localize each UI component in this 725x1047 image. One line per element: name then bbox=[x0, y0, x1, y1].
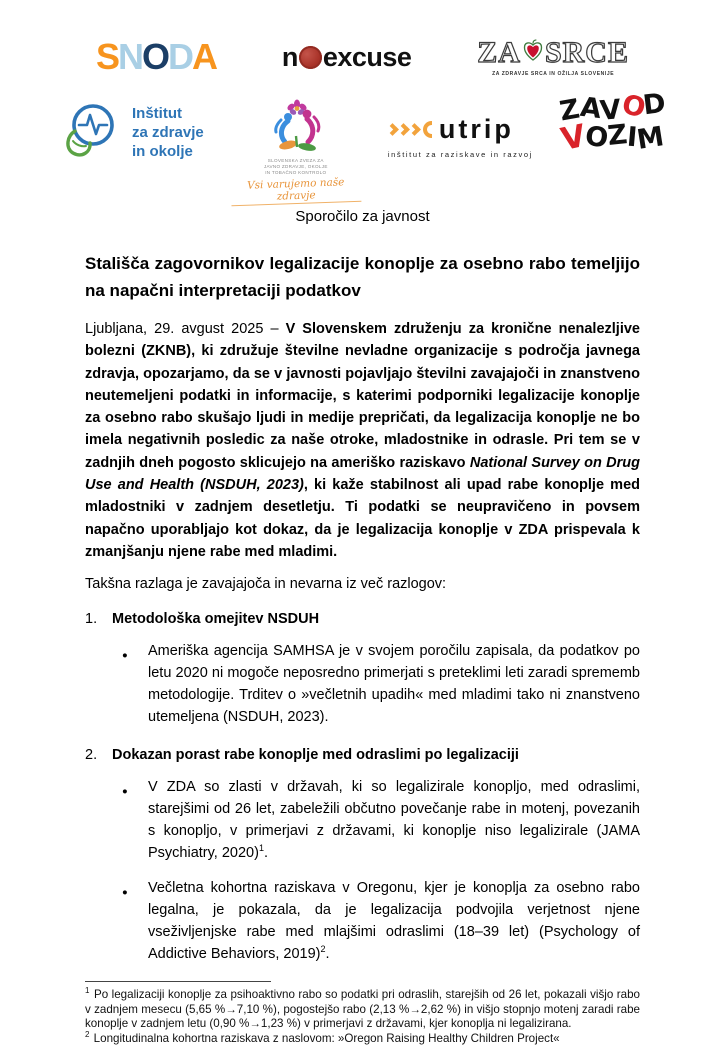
vozim-letter: I bbox=[626, 121, 639, 154]
vozim-letter: D bbox=[641, 87, 668, 122]
lead-paragraph bbox=[85, 318, 640, 563]
szotk-name-line: JAVNO ZDRAVJE, OKOLJE bbox=[263, 163, 328, 169]
bullet-marker: ● bbox=[122, 786, 128, 798]
vozim-letter: V bbox=[557, 117, 589, 158]
triple-chevron-icon bbox=[388, 121, 432, 138]
section-number: 1. bbox=[85, 611, 98, 628]
bullet-body: V ZDA so zlasti v državah, ki so legalizirale konopljo, med odraslimi, starejšimi od 26 let, zabeležili občutno povečanje rabe in motenj, povezanih s konopljo, v primerjavi z državami, ki konoplje niso legalizirale (JAMA Psychiatry, 2020) bbox=[148, 779, 640, 862]
szotk-name bbox=[231, 158, 361, 176]
bullet-text bbox=[148, 776, 640, 864]
vozim-letter: O bbox=[582, 120, 610, 155]
izo-wordmark bbox=[132, 105, 204, 161]
globe-icon bbox=[299, 46, 322, 69]
document-body bbox=[0, 208, 725, 1047]
bullet-marker: ● bbox=[122, 887, 128, 899]
izo-line: in okolje bbox=[132, 142, 193, 160]
zasrce-word: ZA bbox=[477, 35, 521, 69]
zasrce-tagline: ZA ZDRAVJE SRCA IN OŽILJA SLOVENIJE bbox=[492, 70, 615, 77]
flower-people-icon bbox=[257, 139, 335, 156]
section-heading: Dokazan porast rabe konoplje med odraslimi po legalizaciji bbox=[112, 747, 519, 764]
footnote-marker: 2 bbox=[85, 1030, 90, 1040]
zavod-vozim-logo bbox=[557, 87, 668, 158]
zasrce-wordmark bbox=[477, 35, 629, 69]
noexcuse-text: excuse bbox=[322, 41, 412, 72]
vozim-line2 bbox=[557, 117, 667, 158]
heart-apple-icon bbox=[523, 38, 543, 68]
intro-line: Takšna razlaga je zavajajoča in nevarna iz več razlogov: bbox=[85, 576, 447, 593]
vozim-letter: V bbox=[599, 94, 623, 127]
footnote-text: Longitudinalna kohortna raziskava z naslovom: »Oregon Raising Healthy Children Project« bbox=[90, 1032, 560, 1046]
utrip-name: utrip bbox=[438, 114, 514, 144]
bullet-tail: . bbox=[263, 845, 268, 862]
noexcuse-logo bbox=[282, 42, 412, 73]
szotk-name-line: SLOVENSKA ZVEZA ZA bbox=[267, 158, 324, 163]
bullet-marker: ● bbox=[122, 650, 128, 662]
footnote-separator bbox=[85, 981, 271, 982]
lead-bold-text: , ki kaže stabilnost ali upad rabe konoplje med mladostniki v zadnjem desetletju. Ti podatki se neupravičeno in povsem napačno uporabljajo kot dokaz, da je legalizacija konoplje v ZDA prispevala k zmanjšanju njene rabe med mladimi. bbox=[85, 477, 640, 560]
bullet-body: Večletna kohortna raziskava v Oregonu, kjer je konoplja za osebno rabo legalna, je pokazala, da je legalizacija podvojila verjetnost njene vseživljenjske rabe med mlajšimi odraslimi (18–39 let) (Psychology of Addictive Behaviors, 2019) bbox=[148, 880, 640, 963]
snoda-logo bbox=[96, 36, 217, 77]
snoda-letter: N bbox=[118, 36, 143, 77]
document-type-label: Sporočilo za javnost bbox=[295, 208, 430, 225]
zasrce-word: SRCE bbox=[544, 35, 629, 69]
izo-line: za zdravje bbox=[132, 124, 204, 142]
szotk-slogan: Vsi varujemo naše zdravje bbox=[230, 176, 361, 207]
logo-row-bottom bbox=[60, 87, 668, 203]
section-heading: Metodološka omejitev NSDUH bbox=[112, 611, 320, 628]
vozim-letter: O bbox=[619, 88, 649, 125]
logo-header bbox=[0, 0, 725, 203]
utrip-wordmark bbox=[388, 114, 533, 145]
vozim-letter: Z bbox=[557, 93, 582, 128]
vozim-letter: Z bbox=[605, 119, 629, 152]
zasrce-logo bbox=[477, 35, 629, 77]
bullet-point bbox=[122, 776, 640, 864]
footnote-marker: 1 bbox=[85, 986, 90, 996]
utrip-logo bbox=[388, 100, 533, 159]
numbered-section-1 bbox=[85, 611, 640, 627]
szotk-name-line: IN TOBAČNO KONTROLO bbox=[265, 169, 327, 175]
vozim-letter: A bbox=[578, 91, 603, 126]
bullet-body: Ameriška agencija SAMHSA je v svojem poročilu zapisala, da podatkov po letu 2020 ni mogoče neposredno primerjati s preteklimi leti zaradi sprememb metodologije. Trditev o »večletnih upadih« med mladimi tako ni znanstveno utemeljena (NSDUH, 2023). bbox=[148, 643, 640, 726]
logo-row-top bbox=[60, 26, 665, 88]
health-environment-icon bbox=[60, 100, 124, 167]
bullet-text bbox=[148, 877, 640, 965]
vozim-letter: M bbox=[635, 121, 667, 156]
page-title: Stališča zagovornikov legalizacije konoplje za osebno rabo temeljijo na napačni interpretaciji podatkov bbox=[85, 254, 640, 300]
bullet-point bbox=[122, 877, 640, 965]
study-name-italic: National Survey on Drug Use and Health (NSDUH, 2023) bbox=[85, 454, 640, 494]
bullet-text bbox=[148, 640, 640, 728]
szotk-logo bbox=[231, 100, 361, 204]
noexcuse-text: n bbox=[281, 41, 298, 72]
section-number: 2. bbox=[85, 747, 98, 764]
utrip-tagline: inštitut za raziskave in razvoj bbox=[387, 150, 533, 159]
snoda-letter: S bbox=[96, 36, 119, 77]
lead-bold-text: V Slovenskem združenju za kronične nenalezljive bolezni (ZKNB), ki združuje številne nevladne organizacije s področja javnega zdravja, opozarjamo, da se v javnosti pojavljajo številni zavajajoči in znanstveno neutemeljeni podatki in informacije, s katerimi podporniki legalizacije konoplje za osebno rabo skušajo ljudi in medije prepričati, da legalizacija konoplje ne bo imela negativnih posledic za naše otroke, mladostnike in odrasle. Pri tem se v zadnjih dneh pogosto sklicujejo na ameriško raziskavo bbox=[85, 321, 640, 471]
numbered-section-2 bbox=[85, 747, 640, 763]
footnote-ref: 1 bbox=[258, 843, 264, 854]
dateline: Ljubljana, 29. avgust 2025 – bbox=[85, 321, 286, 337]
footnote-1 bbox=[85, 988, 640, 1032]
izo-line: Inštitut bbox=[132, 105, 182, 123]
bullet-point bbox=[122, 640, 640, 728]
bullet-tail: . bbox=[325, 946, 330, 963]
footnote-2 bbox=[85, 1032, 640, 1047]
footnote-ref: 2 bbox=[320, 944, 326, 955]
izo-logo bbox=[60, 100, 204, 167]
footnote-text: Po legalizaciji konoplje za psihoaktivno rabo so podatki pri odraslih, starejših od 26 let, pokazali višjo rabo v zadnjem mesecu (5,65 %→7,10 %), pogostejšo rabo (2,13 %→2,62 %) in višjo stopnjo motenj zaradi rabe konoplje v zadnjem letu (0,90 %→1,23 %) v primerjavi z državami, kjer konoplja ni legalizirana. bbox=[85, 988, 640, 1031]
snoda-letter: D bbox=[168, 36, 193, 77]
snoda-letter: O bbox=[142, 36, 169, 77]
snoda-letter: A bbox=[192, 36, 217, 77]
footnotes bbox=[85, 988, 640, 1046]
